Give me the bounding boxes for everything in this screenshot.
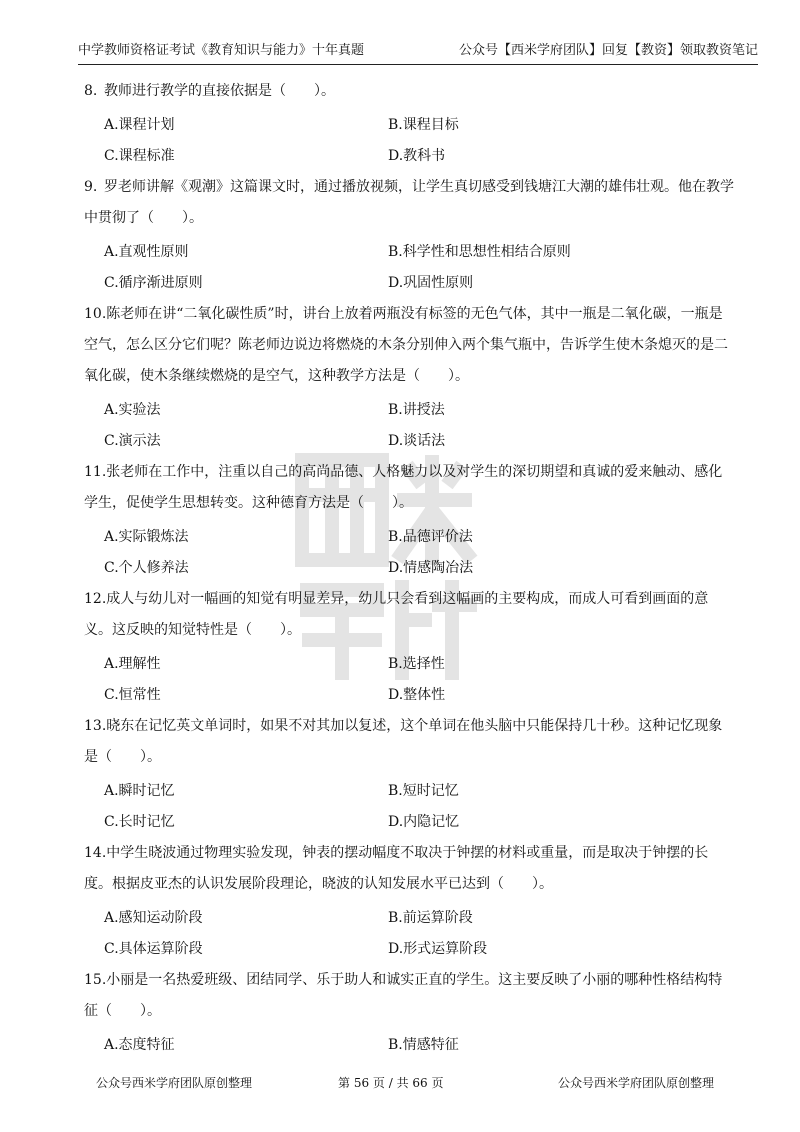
question-stem	[84, 584, 734, 646]
footer-left: 公众号西米学府团队原创整理	[96, 1076, 253, 1090]
option-d: D.形式运算阶段	[388, 941, 488, 957]
question-text: 张老师在工作中，注重以自己的高尚品德、人格魅力以及对学生的深切期望和真诚的爱来触动、感化学生，促使学生思想转变。这种德育方法是（ ）。	[84, 464, 723, 511]
option-d: D.谈话法	[388, 433, 446, 449]
question-text: 成人与幼儿对一幅画的知觉有明显差异，幼儿只会看到这幅画的主要构成，而成人可看到画面的意义。这反映的知觉特性是（ ）。	[84, 591, 709, 638]
question-stem	[84, 457, 734, 519]
option-b: B.讲授法	[388, 402, 445, 418]
option-b: B.科学性和思想性相结合原则	[388, 244, 571, 260]
question-item	[84, 457, 734, 584]
question-item	[84, 711, 734, 838]
question-text: 中学生晓波通过物理实验发现，钟表的摆动幅度不取决于钟摆的材料或重量，而是取决于钟摆的长度。根据皮亚杰的认识发展阶段理论，晓波的认知发展水平已达到（ ）。	[84, 845, 709, 892]
question-number: 14.	[84, 845, 107, 861]
option-c: C.演示法	[104, 433, 161, 449]
page-header	[78, 40, 758, 65]
question-number: 12.	[84, 591, 107, 607]
option-a: A.实验法	[104, 402, 161, 418]
option-d: D.巩固性原则	[388, 275, 474, 291]
option-d: D.整体性	[388, 687, 446, 703]
question-item	[84, 299, 734, 457]
option-c: C.课程标准	[104, 148, 175, 164]
option-d: D.内隐记忆	[388, 814, 460, 830]
options	[104, 1030, 734, 1061]
option-c: C.具体运算阶段	[104, 941, 203, 957]
option-a: A.理解性	[104, 656, 161, 672]
option-a: A.感知运动阶段	[104, 910, 203, 926]
question-number: 8.	[84, 83, 98, 99]
question-item	[84, 584, 734, 711]
options	[104, 395, 734, 457]
header-promo: 公众号【西米学府团队】回复【教资】领取教资笔记	[458, 43, 758, 58]
question-item	[84, 172, 734, 299]
question-text: 晓东在记忆英文单词时，如果不对其加以复述，这个单词在他头脑中只能保持几十秒。这种记忆现象是（ ）。	[84, 718, 723, 765]
question-item	[84, 838, 734, 965]
option-c: C.长时记忆	[104, 814, 175, 830]
header-title: 中学教师资格证考试《教育知识与能力》十年真题	[78, 43, 365, 58]
option-b: B.短时记忆	[388, 783, 459, 799]
options	[104, 237, 734, 299]
footer-right: 公众号西米学府团队原创整理	[558, 1076, 715, 1090]
options	[104, 903, 734, 965]
question-number: 15.	[84, 972, 107, 988]
question-number: 13.	[84, 718, 107, 734]
question-list	[84, 76, 734, 1061]
options	[104, 522, 734, 584]
option-d: D.教科书	[388, 148, 446, 164]
question-number: 10.	[84, 306, 107, 322]
option-c: C.个人修养法	[104, 560, 189, 576]
question-item	[84, 965, 734, 1061]
page-footer	[0, 1073, 800, 1093]
option-b: B.前运算阶段	[388, 910, 473, 926]
option-a: A.瞬时记忆	[104, 783, 175, 799]
option-c: C.恒常性	[104, 687, 161, 703]
question-stem	[84, 711, 734, 773]
question-number: 11.	[84, 464, 107, 480]
page-number: 第 56 页 / 共 66 页	[338, 1076, 444, 1090]
option-c: C.循序渐进原则	[104, 275, 203, 291]
question-text: 教师进行教学的直接依据是（ ）。	[104, 83, 335, 99]
options	[104, 776, 734, 838]
options	[104, 649, 734, 711]
option-b: B.课程目标	[388, 117, 459, 133]
option-b: B.选择性	[388, 656, 445, 672]
question-number: 9.	[84, 179, 98, 195]
option-b: B.情感特征	[388, 1037, 459, 1053]
option-a: A.实际锻炼法	[104, 529, 189, 545]
question-stem	[84, 76, 734, 107]
option-a: A.态度特征	[104, 1037, 175, 1053]
question-stem	[84, 965, 734, 1027]
option-b: B.品德评价法	[388, 529, 473, 545]
options	[104, 110, 734, 172]
question-text: 小丽是一名热爱班级、团结同学、乐于助人和诚实正直的学生。这主要反映了小丽的哪种性格结构特征（ ）。	[84, 972, 723, 1019]
question-item	[84, 76, 734, 172]
question-text: 罗老师讲解《观潮》这篇课文时，通过播放视频，让学生真切感受到钱塘江大潮的雄伟壮观。他在教学中贯彻了（ ）。	[84, 179, 734, 226]
question-stem	[84, 838, 734, 900]
question-text: 陈老师在讲“二氧化碳性质”时，讲台上放着两瓶没有标签的无色气体，其中一瓶是二氧化碳，一瓶是空气，怎么区分它们呢？陈老师边说边将燃烧的木条分别伸入两个集气瓶中，告诉学生使木条熄灭的是二氧化碳，使木条继续燃烧的是空气，这种教学方法是（ ）。	[84, 306, 728, 384]
question-stem	[84, 299, 734, 392]
question-stem	[84, 172, 734, 234]
option-d: D.情感陶冶法	[388, 560, 474, 576]
option-a: A.课程计划	[104, 117, 175, 133]
option-a: A.直观性原则	[104, 244, 189, 260]
